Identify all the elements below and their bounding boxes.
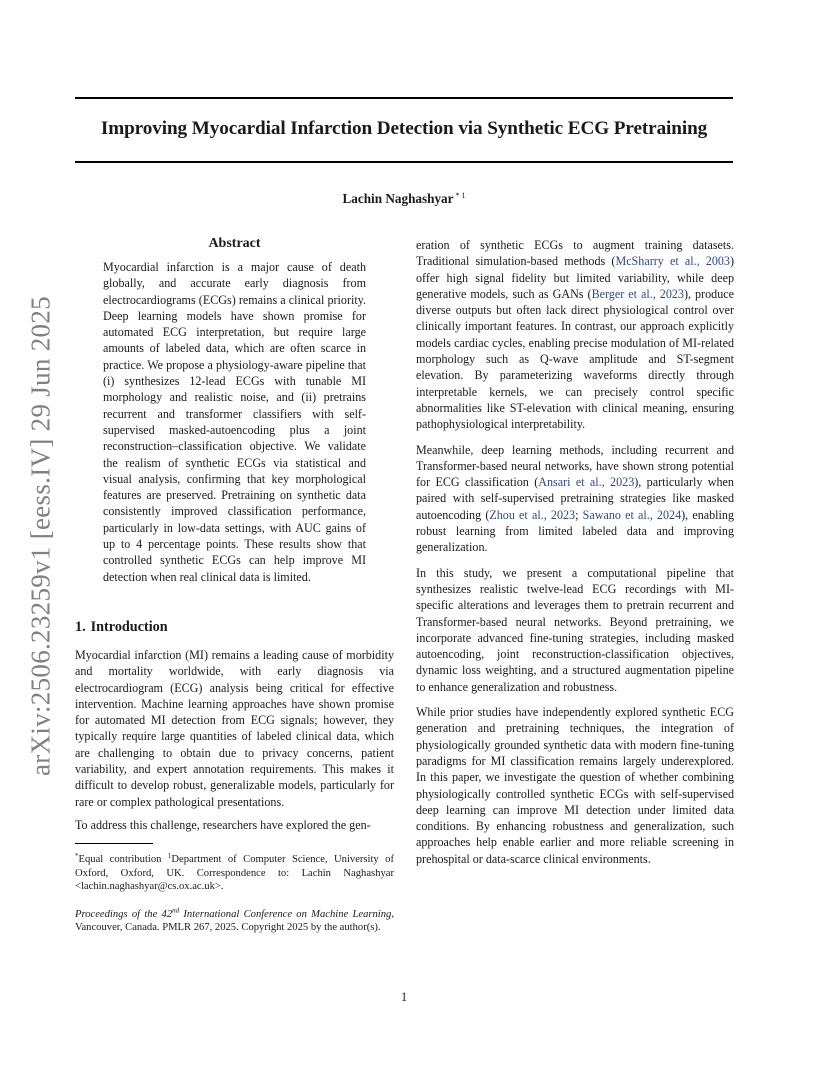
page-number: 1 <box>400 990 408 1004</box>
citation-mcsharry[interactable]: McSharry et al., 2003 <box>615 254 730 269</box>
proceedings-venue-b: International Conference on Machine Learning <box>179 908 392 920</box>
citation-zhou[interactable]: Zhou et al., 2023 <box>489 507 576 522</box>
right-paragraph-1 <box>416 237 734 433</box>
section-title: Introduction <box>90 618 168 635</box>
text-run: ), produce diverse outputs but often lack direct physiological control over clinically important features. In contrast, our approach explicitly models cardiac cycles, enabling precise modulation of MI-related morphology such as Q-wave amplitude and ST-segment elevation. By parameterizing waveforms directly through interpretable kernels, we can precisely control specific abnormalities like ST-elevation with clinical meaning, ensuring pathophysiological interpretability. <box>416 286 734 432</box>
proceedings-rest: , Vancouver, Canada. PMLR 267, 2025. Copyright 2025 by the author(s). <box>75 908 394 934</box>
arxiv-stamp: arXiv:2506.23259v1 [eess.IV] 29 Jun 2025 <box>25 296 56 776</box>
author-line <box>75 191 733 207</box>
proceedings-ordinal: nd <box>172 905 180 914</box>
right-column <box>416 237 734 876</box>
paper-title: Improving Myocardial Infarction Detection via Synthetic ECG Pretraining <box>100 118 708 139</box>
proceedings-venue-a: Proceedings of the 42 <box>75 908 173 920</box>
text-run: ; <box>575 507 583 522</box>
footnote-rule <box>75 843 153 844</box>
footnote-mark-affiliation: 1 <box>167 852 172 861</box>
citation-sawano[interactable]: Sawano et al., 2024 <box>582 507 682 522</box>
text-run: ), enabling robust learning from limited labeled data and improving generalization. <box>416 507 734 555</box>
footnote-equal-contribution: Equal contribution <box>78 854 168 866</box>
proceedings-venue <box>75 905 392 920</box>
title-rule-bottom <box>75 161 733 163</box>
right-paragraph-3: In this study, we present a computational pipeline that synthesizes realistic twelve-lead ECG recordings with MI-specific alterations and leverages them to pretrain recurrent and Transformer-based neural networks. Beyond pretraining, we incorporate advanced fine-tuning strategies, including masked autoencoding, joint reconstruction-classification objectives, dynamic loss weighting, and a structured augmentation pipeline to enhance generalization and robustness. <box>416 565 734 694</box>
section-number: 1. <box>75 618 86 635</box>
abstract-heading: Abstract <box>208 236 261 251</box>
section-heading-introduction <box>75 619 394 636</box>
citation-ansari[interactable]: Ansari et al., 2023 <box>538 475 635 490</box>
text-run: ), particularly when paired with self-supervised pretraining strategies like masked autoencoding ( <box>416 475 734 522</box>
intro-paragraph-2: To address this challenge, researchers have explored the gen- <box>75 817 371 832</box>
left-column <box>75 236 394 945</box>
text-run: Meanwhile, deep learning methods, including recurrent and Transformer-based neural networks, have shown strong potential for ECG classification ( <box>416 442 734 490</box>
right-paragraph-4: While prior studies have independently explored synthetic ECG generation and pretraining techniques, the integration of physiologically grounded synthetic data with modern fine-tuning paradigms for MI classification remains largely underexplored. In this paper, we investigate the question of whether combining physiologically controlled synthetic ECGs with self-supervised deep learning can improve MI detection under limited data conditions. By enhancing robustness and generalization, such approaches help enable earlier and more reliable screening in prehospital or data-scarce clinical environments. <box>416 705 734 866</box>
author-affiliation-marks: * 1 <box>455 191 466 200</box>
text-run: eration of synthetic ECGs to augment training datasets. Traditional simulation-based methods ( <box>416 238 734 269</box>
footnote-mark: * <box>75 852 79 861</box>
footnote-affiliation: Department of Computer Science, University of Oxford, Oxford, UK. Correspondence to: Lachin Naghashyar <lachin.naghashyar@cs.ox.ac.uk>. <box>75 854 395 893</box>
proceedings-note <box>75 904 394 935</box>
abstract-text: Myocardial infarction is a major cause of death globally, and accurate early diagnosis from electrocardiograms (ECGs) remains a clinical priority. Deep learning models have shown promise for automated ECG interpretation, but require large amounts of labeled data, which are often scarce in practice. We propose a physiology-aware pipeline that (i) synthesizes 12-lead ECGs with tunable MI morphology and realistic noise, and (ii) pretrains recurrent and transformer classifiers with self-supervised masked-autoencoding plus a joint reconstruction–classification objective. We validate the realism of synthetic ECGs via statistical and visual analysis, confirming that key morphological features are preserved. Pretraining on synthetic data consistently improved classification performance, particularly in low-data settings, with AUC gains of up to 4 percentage points. These results show that controlled synthetic ECGs can help improve MI detection when real clinical data is limited. <box>103 260 366 584</box>
footnote <box>75 850 394 894</box>
intro-paragraph-1: Myocardial infarction (MI) remains a leading cause of morbidity and mortality worldwide, with early diagnosis via electrocardiogram (ECG) analysis being critical for effective intervention. Machine learning approaches have shown promise for automated MI detection from ECG signals; however, they typically require large quantities of labeled clinical data, which are challenging to obtain due to privacy concerns, patient variability, and expert annotation requirements. This makes it difficult to develop robust, generalizable models, particularly for rare or complex pathological presentations. <box>75 647 394 809</box>
title-rule-top <box>75 97 733 99</box>
citation-berger[interactable]: Berger et al., 2023 <box>591 286 684 301</box>
author-name: Lachin Naghashyar <box>342 191 454 206</box>
text-run: ) offer high signal fidelity but limited variability, while deep generative models, such as GANs ( <box>416 254 735 301</box>
right-paragraph-2 <box>416 442 734 556</box>
